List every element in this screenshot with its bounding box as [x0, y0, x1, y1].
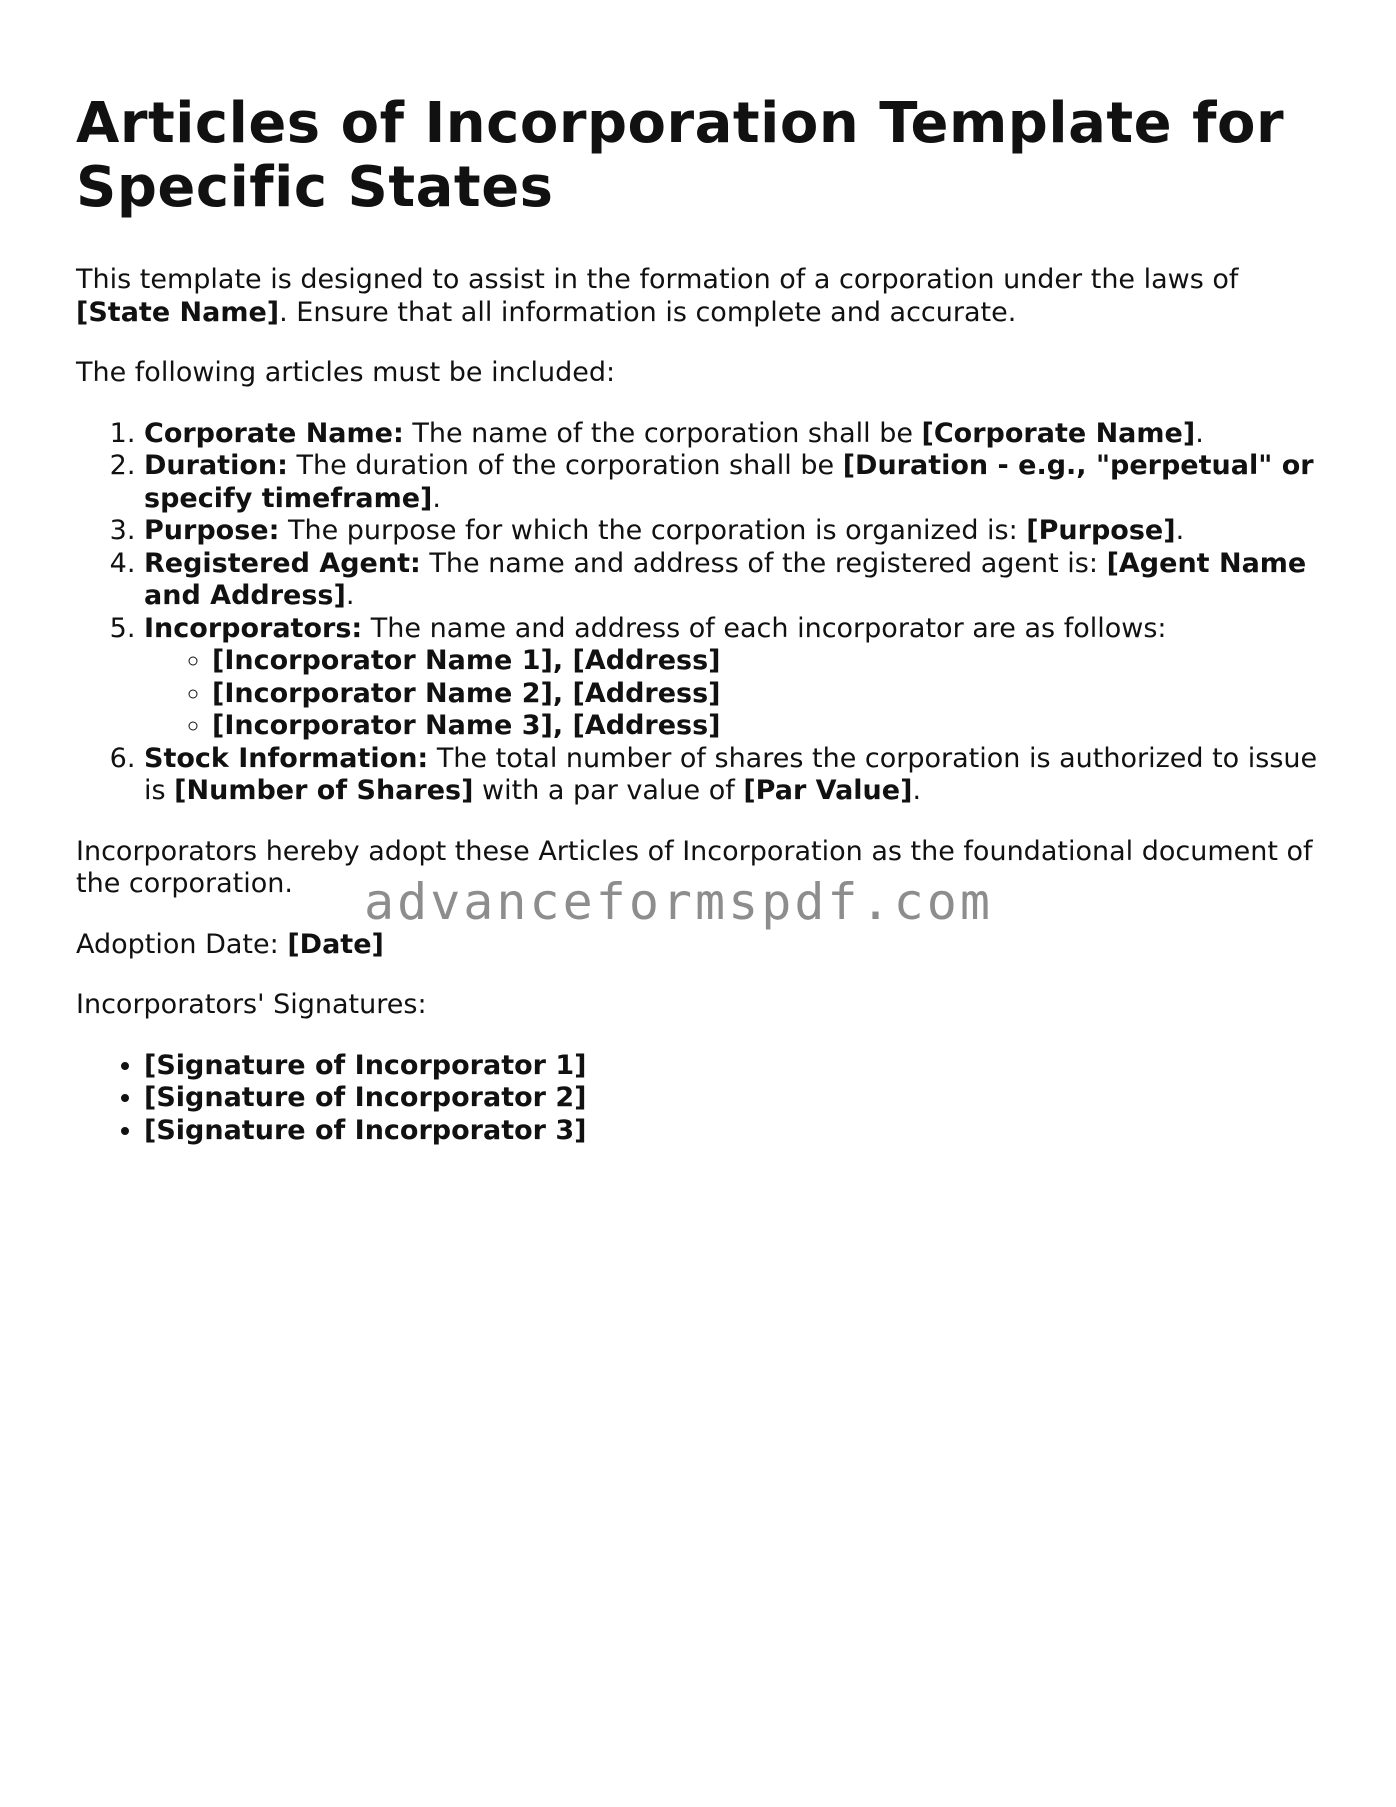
document-title: Articles of Incorporation Template for Specific States [76, 91, 1285, 220]
article-incorporators [144, 613, 1320, 743]
agent-placeholder: [Agent Name and Address] [144, 547, 1307, 611]
article-text: The name of the corporation shall be [403, 417, 922, 449]
article-label: Corporate Name: [144, 417, 404, 449]
signature-placeholder: [Signature of Incorporator 3] [144, 1114, 587, 1146]
articles-list [76, 418, 1320, 808]
incorporator-item [212, 645, 1320, 678]
article-text: The name and address of the registered agent is: [420, 547, 1107, 579]
intro-paragraph [76, 264, 1320, 329]
article-end: . [432, 482, 441, 514]
article-label: Incorporators: [144, 612, 363, 644]
article-text: The purpose for which the corporation is organized is: [279, 515, 1027, 546]
incorporators-list [144, 645, 1320, 743]
incorporator-placeholder: [Incorporator Name 1], [Address] [212, 645, 721, 676]
article-label: Purpose: [144, 515, 280, 546]
signature-placeholder: [Signature of Incorporator 1] [144, 1049, 587, 1081]
duration-placeholder: [Duration - e.g., "perpetual" or specify timeframe] [144, 450, 1314, 514]
article-text: The total number of shares the corporation is authorized to issue is [144, 742, 1318, 806]
article-corporate-name [144, 418, 1320, 451]
incorporator-item [212, 678, 1320, 711]
adoption-statement: Incorporators hereby adopt these Articles of Incorporation as the foundational document of the corporation. [76, 835, 1313, 899]
signature-item [144, 1050, 1320, 1083]
article-label: Stock Information: [144, 742, 429, 774]
signature-placeholder: [Signature of Incorporator 2] [144, 1082, 587, 1113]
article-registered-agent [144, 548, 1320, 613]
article-end: . [1175, 515, 1185, 546]
article-end: . [912, 775, 922, 806]
signature-item [144, 1115, 1320, 1148]
article-duration [144, 450, 1320, 515]
purpose-placeholder: [Purpose] [1026, 515, 1176, 546]
article-middle: with a par value of [473, 775, 744, 806]
corporate-name-placeholder: [Corporate Name] [921, 417, 1196, 449]
document-page [76, 92, 1320, 1147]
date-placeholder: [Date] [287, 928, 384, 960]
watermark: advanceformspdf.com [364, 873, 993, 931]
shares-placeholder: [Number of Shares] [174, 775, 474, 806]
article-end: . [345, 580, 355, 611]
article-end: . [1195, 417, 1204, 449]
incorporator-item [212, 710, 1320, 743]
adoption-date-label: Adoption Date: [76, 928, 288, 960]
articles-intro: The following articles must be included: [76, 357, 616, 388]
signatures-list [76, 1050, 1320, 1148]
signatures-label: Incorporators' Signatures: [76, 989, 427, 1020]
article-label: Duration: [144, 450, 288, 481]
incorporator-placeholder: [Incorporator Name 3], [Address] [212, 710, 721, 741]
incorporator-placeholder: [Incorporator Name 2], [Address] [212, 677, 721, 709]
signature-item [144, 1082, 1320, 1115]
intro-suffix: . Ensure that all information is complete and accurate. [279, 296, 1017, 328]
article-text: The duration of the corporation shall be [287, 450, 843, 481]
par-value-placeholder: [Par Value] [743, 775, 913, 806]
adoption-date [76, 929, 1320, 962]
intro-prefix: This template is designed to assist in the formation of a corporation under the laws of [76, 264, 1239, 295]
article-text: The name and address of each incorporator are as follows: [362, 612, 1167, 644]
article-label: Registered Agent: [144, 547, 421, 579]
article-purpose [144, 515, 1320, 548]
state-name-placeholder: [State Name] [76, 296, 280, 328]
article-stock-information [144, 743, 1320, 808]
